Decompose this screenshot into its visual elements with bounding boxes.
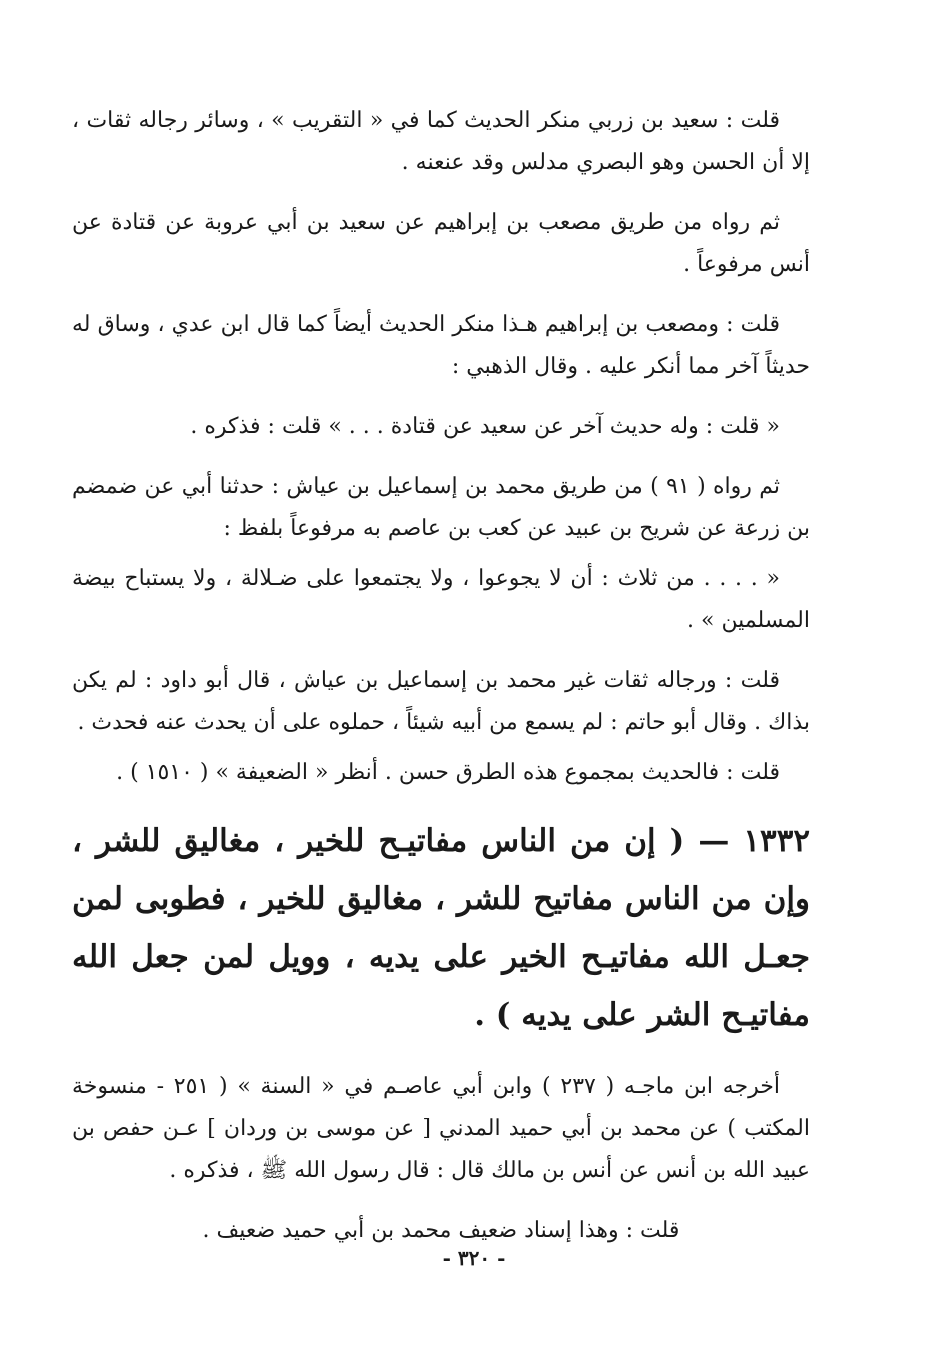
page-body — [72, 100, 810, 1270]
paragraph-1: قلت : سعيد بن زربي منكر الحديث كما في « التقريب » ، وسائر رجاله ثقات ، إلا أن الحسن وهو البصري مدلس وقد عنعنه . — [72, 108, 810, 175]
hadith-block — [72, 812, 810, 1044]
paragraph-3: قلت : ومصعب بن إبراهيم هـذا منكر الحديث أيضاً كما قال ابن عدي ، وساق له حديثاً آخر مما أنكر عليه . وقال الذهبي : — [72, 312, 810, 379]
paragraph-2: ثم رواه من طريق مصعب بن إبراهيم عن سعيد بن أبي عروبة عن قتادة عن أنس مرفوعاً . — [72, 210, 810, 277]
paragraph-5: ثم رواه ( ٩١ ) من طريق محمد بن إسماعيل بن عياش : حدثنا أبي عن ضمضم بن زرعة عن شريح بن عبيد عن كعب بن عاصم به مرفوعاً بلفظ : — [72, 474, 810, 541]
paragraph-6: « . . . . من ثلاث : أن لا يجوعوا ، ولا يجتمعوا على ضـلالة ، ولا يستباح بيضة المسلمين » . — [72, 566, 810, 633]
page-number: - ٣٢٠ - — [442, 1246, 506, 1270]
paragraph-8: قلت : فالحديث بمجموع هذه الطرق حسن . أنظر « الضعيفة » ( ١٥١٠ ) . — [116, 760, 780, 785]
hadith-text: — ( إن من الناس مفاتيـح للخير ، مغاليق للشر ، وإن من الناس مفاتيح للشر ، مغاليق للخير ، فطوبى لمن جعـل الله مفاتيـح الخير على يديه ، وويل لمن جعل الله مفاتيـح الشر على يديه ) . — [72, 823, 810, 1033]
paragraph-4: « قلت : وله حديث آخر عن سعيد عن قتادة . . . » قلت : فذكره . — [190, 414, 780, 439]
paragraph-7: قلت : ورجاله ثقات غير محمد بن إسماعيل بن عياش ، قال أبو داود : لم يكن بذاك . وقال أبو حاتم : لم يسمع من أبيه شيئاً ، حملوه على أن يحدث عنه فحدث . — [72, 668, 810, 735]
takhrij-conclusion: قلت : وهذا إسناد ضعيف محمد بن أبي حميد ضعيف . — [202, 1218, 680, 1243]
hadith-number: ١٣٣٢ — [743, 823, 810, 859]
takhrij-paragraph: أخرجه ابن ماجـه ( ٢٣٧ ) وابن أبي عاصـم في « السنة » ( ٢٥١ - منسوخة المكتب ) عن محمد بن أبي حميد المدني [ عن موسى بن وردان ] عـن حفص بن عبيد الله بن أنس عن أنس بن مالك قال : قال رسول الله ﷺ ، فذكره . — [72, 1074, 810, 1183]
